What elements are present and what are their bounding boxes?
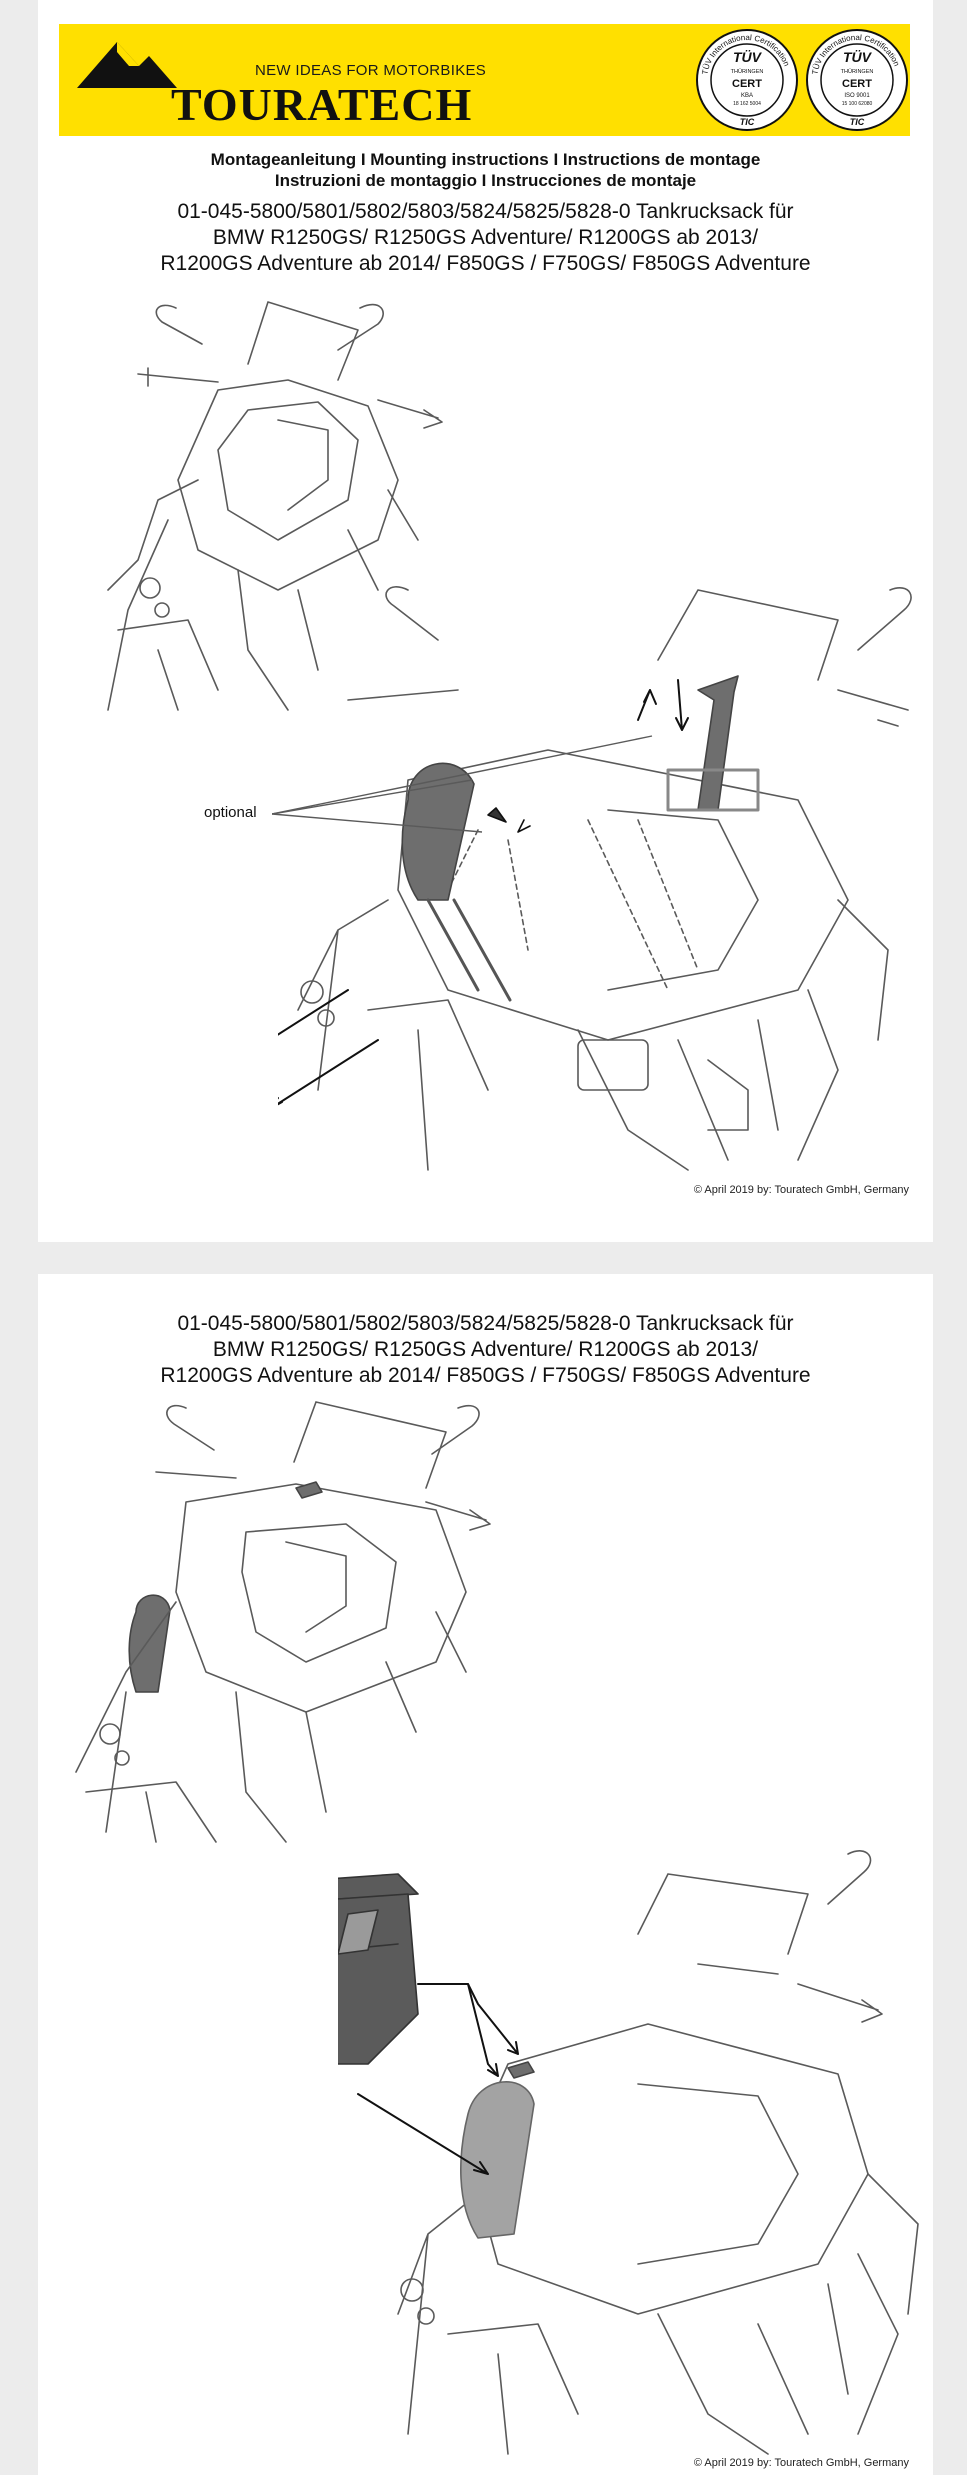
- seal2-cert: CERT: [842, 78, 872, 90]
- seal2-bottom: TIC: [849, 117, 865, 127]
- instruction-page-1: [38, 0, 933, 1242]
- seal1-ring-text: TÜV International Certification: [700, 32, 792, 76]
- tuv-kba-seal-icon: [695, 28, 799, 132]
- pad-mounted-illustration: [66, 1392, 506, 1852]
- seal2-code2: 15 100 62080: [841, 101, 873, 107]
- tagline: NEW IDEAS FOR MOTORBIKES: [255, 62, 487, 79]
- brand-name: TOURATECH: [171, 79, 473, 130]
- optional-label: optional: [204, 804, 257, 821]
- seal1-top: TÜV: [733, 49, 761, 65]
- tank-bag-attach-illustration: [338, 1814, 928, 2464]
- seal2-top: TÜV: [843, 49, 871, 65]
- product-line-1-page-2: 01-045-5800/5801/5802/5803/5824/5825/5828-0 Tankrucksack für: [177, 1312, 794, 1335]
- product-title-2: [38, 1311, 933, 1389]
- copyright-page-1: © April 2019 by: Touratech GmbH, Germany: [693, 1184, 909, 1196]
- mountain-logo-icon: [77, 36, 177, 92]
- seal1-code2: 18 162 5004: [733, 101, 761, 107]
- optional-leader-lines: [272, 720, 692, 840]
- seal2-code1: ISO 9001: [844, 93, 870, 99]
- seal2-sub: THÜRINGEN: [840, 69, 874, 75]
- product-line-2-page-2: BMW R1250GS/ R1250GS Adventure/ R1200GS ab 2013/: [212, 1338, 759, 1361]
- product-title: [38, 199, 933, 277]
- brand-banner: [59, 24, 910, 136]
- seal1-sub: THÜRINGEN: [730, 69, 764, 75]
- product-line-1: 01-045-5800/5801/5802/5803/5824/5825/5828-0 Tankrucksack für: [177, 200, 794, 223]
- copyright-page-2: © April 2019 by: Touratech GmbH, Germany: [693, 2457, 909, 2469]
- product-line-3: R1200GS Adventure ab 2014/ F850GS / F750GS/ F850GS Adventure: [160, 252, 811, 275]
- seal1-code1: KBA: [740, 93, 754, 99]
- languages-line-2: Instruzioni de montaggio I Instrucciones de montaje: [274, 171, 697, 190]
- seal1-bottom: TIC: [739, 117, 755, 127]
- seal2-ring-text: TÜV International Certification: [810, 32, 902, 76]
- languages-line-1: Montageanleitung I Mounting instructions I Instructions de montage: [210, 150, 761, 169]
- product-line-2: BMW R1250GS/ R1250GS Adventure/ R1200GS ab 2013/: [212, 226, 759, 249]
- seal1-cert: CERT: [732, 78, 762, 90]
- mounting-detail-illustration: [278, 570, 918, 1190]
- tuv-iso-seal-icon: [805, 28, 909, 132]
- product-line-3-page-2: R1200GS Adventure ab 2014/ F850GS / F750GS/ F850GS Adventure: [160, 1364, 811, 1387]
- instruction-page-2: [38, 1274, 933, 2475]
